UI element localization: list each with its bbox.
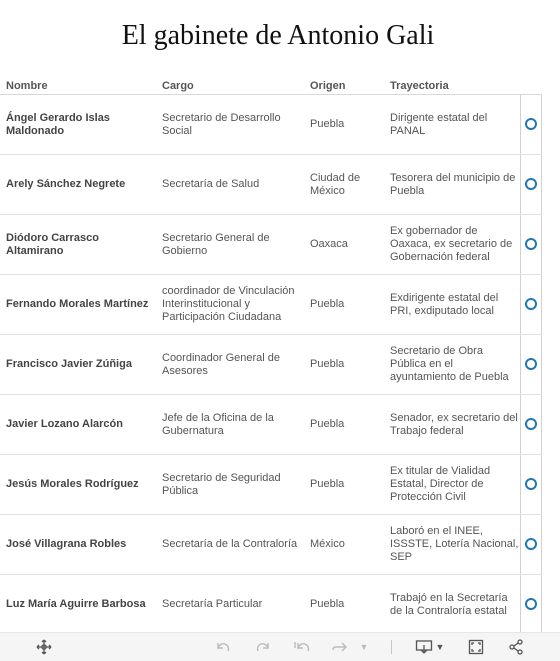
row-marker-dot[interactable] <box>525 418 537 430</box>
table-row <box>0 335 542 395</box>
cell-origen: Puebla <box>310 418 345 430</box>
cell-nombre: Luz María Aguirre Barbosa <box>6 598 146 610</box>
row-marker-dot[interactable] <box>525 358 537 370</box>
cell-trayectoria: Tesorera del municipio de Puebla <box>390 171 516 197</box>
cell-cargo: Secretario General de Gobierno <box>162 231 270 257</box>
row-marker-column <box>520 275 542 334</box>
cell-trayectoria: Laboró en el INEE, ISSSTE, Lotería Nacional, SEP <box>390 525 519 563</box>
cell-cargo: coordinador de Vinculación Interinstitucional y Participación Ciudadana <box>162 285 295 323</box>
table-row <box>0 575 542 635</box>
cell-trayectoria: Senador, ex secretario del Trabajo federal <box>390 411 518 437</box>
row-marker-dot[interactable] <box>525 598 537 610</box>
cell-cargo: Secretario de Desarrollo Social <box>162 111 281 137</box>
row-marker-column <box>520 335 542 394</box>
table-row <box>0 455 542 515</box>
cell-trayectoria: Ex titular de Vialidad Estatal, Director de Protección Civil <box>390 465 491 503</box>
table-row <box>0 515 542 575</box>
page-title: El gabinete de Antonio Gali <box>121 20 435 51</box>
cell-origen: Ciudad de México <box>310 171 361 197</box>
cell-cargo: Secretaría de Salud <box>162 178 260 190</box>
cell-origen: Puebla <box>310 298 345 310</box>
fullscreen-icon[interactable] <box>466 637 486 657</box>
table-row <box>0 215 542 275</box>
col-header-nombre[interactable]: Nombre <box>6 80 48 92</box>
row-marker-column <box>520 215 542 274</box>
move-icon[interactable] <box>34 637 54 657</box>
row-marker-dot[interactable] <box>525 118 537 130</box>
cell-nombre: Arely Sánchez Negrete <box>6 178 126 190</box>
table-row <box>0 395 542 455</box>
row-marker-dot[interactable] <box>525 238 537 250</box>
table-row <box>0 275 542 335</box>
col-header-cargo[interactable]: Cargo <box>162 80 194 92</box>
cell-nombre: Jesús Morales Rodríguez <box>6 478 139 490</box>
row-marker-dot[interactable] <box>525 538 537 550</box>
cell-origen: México <box>310 538 345 550</box>
chevron-down-icon[interactable]: ▼ <box>435 642 445 652</box>
row-marker-dot[interactable] <box>525 298 537 310</box>
cell-trayectoria: Dirigente estatal del PANAL <box>390 111 488 137</box>
table-row <box>0 95 542 155</box>
cell-nombre: Diódoro Carrasco Altamirano <box>6 231 99 257</box>
cell-nombre: Ángel Gerardo Islas Maldonado <box>6 111 110 137</box>
cell-origen: Puebla <box>310 118 345 130</box>
row-marker-dot[interactable] <box>525 478 537 490</box>
toolbar-divider <box>391 640 392 654</box>
undo-icon[interactable] <box>213 637 233 657</box>
dropdown-icon[interactable]: ▼ <box>359 642 369 652</box>
row-marker-column <box>520 515 542 574</box>
download-icon[interactable] <box>414 637 434 657</box>
cell-origen: Oaxaca <box>310 238 348 250</box>
cell-cargo: Jefe de la Oficina de la Gubernatura <box>162 411 274 437</box>
row-marker-dot[interactable] <box>525 178 537 190</box>
table-header <box>0 76 542 95</box>
cell-cargo: Coordinador General de Asesores <box>162 351 281 377</box>
cell-trayectoria: Secretario de Obra Pública en el ayuntamiento de Puebla <box>390 345 509 383</box>
col-header-origen[interactable]: Origen <box>310 80 346 92</box>
cell-cargo: Secretario de Seguridad Pública <box>162 471 281 497</box>
share-icon[interactable] <box>506 637 526 657</box>
cell-trayectoria: Ex gobernador de Oaxaca, ex secretario de Gobernación federal <box>390 225 513 263</box>
data-table <box>0 76 542 635</box>
cell-nombre: Fernando Morales Martínez <box>6 298 149 310</box>
redo-icon[interactable] <box>253 637 273 657</box>
cell-origen: Puebla <box>310 478 345 490</box>
cell-cargo: Secretaría Particular <box>162 598 263 610</box>
row-marker-column <box>520 95 542 154</box>
table-row <box>0 155 542 215</box>
cell-trayectoria: Exdirigente estatal del PRI, exdiputado local <box>390 291 499 317</box>
cell-cargo: Secretaría de la Contraloría <box>162 538 298 550</box>
forward-icon[interactable] <box>330 637 350 657</box>
cell-nombre: Francisco Javier Zúñiga <box>6 358 132 370</box>
row-marker-column <box>520 455 542 514</box>
row-marker-column <box>520 575 542 634</box>
cell-origen: Puebla <box>310 598 345 610</box>
row-marker-column <box>520 395 542 454</box>
col-header-trayectoria[interactable]: Trayectoria <box>390 80 449 92</box>
cell-nombre: Javier Lozano Alarcón <box>6 418 123 430</box>
revert-icon[interactable] <box>292 637 312 657</box>
cell-trayectoria: Trabajó en la Secretaría de la Contraloría estatal <box>390 591 508 617</box>
row-marker-column <box>520 155 542 214</box>
cell-nombre: José Villagrana Robles <box>6 538 127 550</box>
cell-origen: Puebla <box>310 358 345 370</box>
viz-toolbar <box>0 632 560 661</box>
